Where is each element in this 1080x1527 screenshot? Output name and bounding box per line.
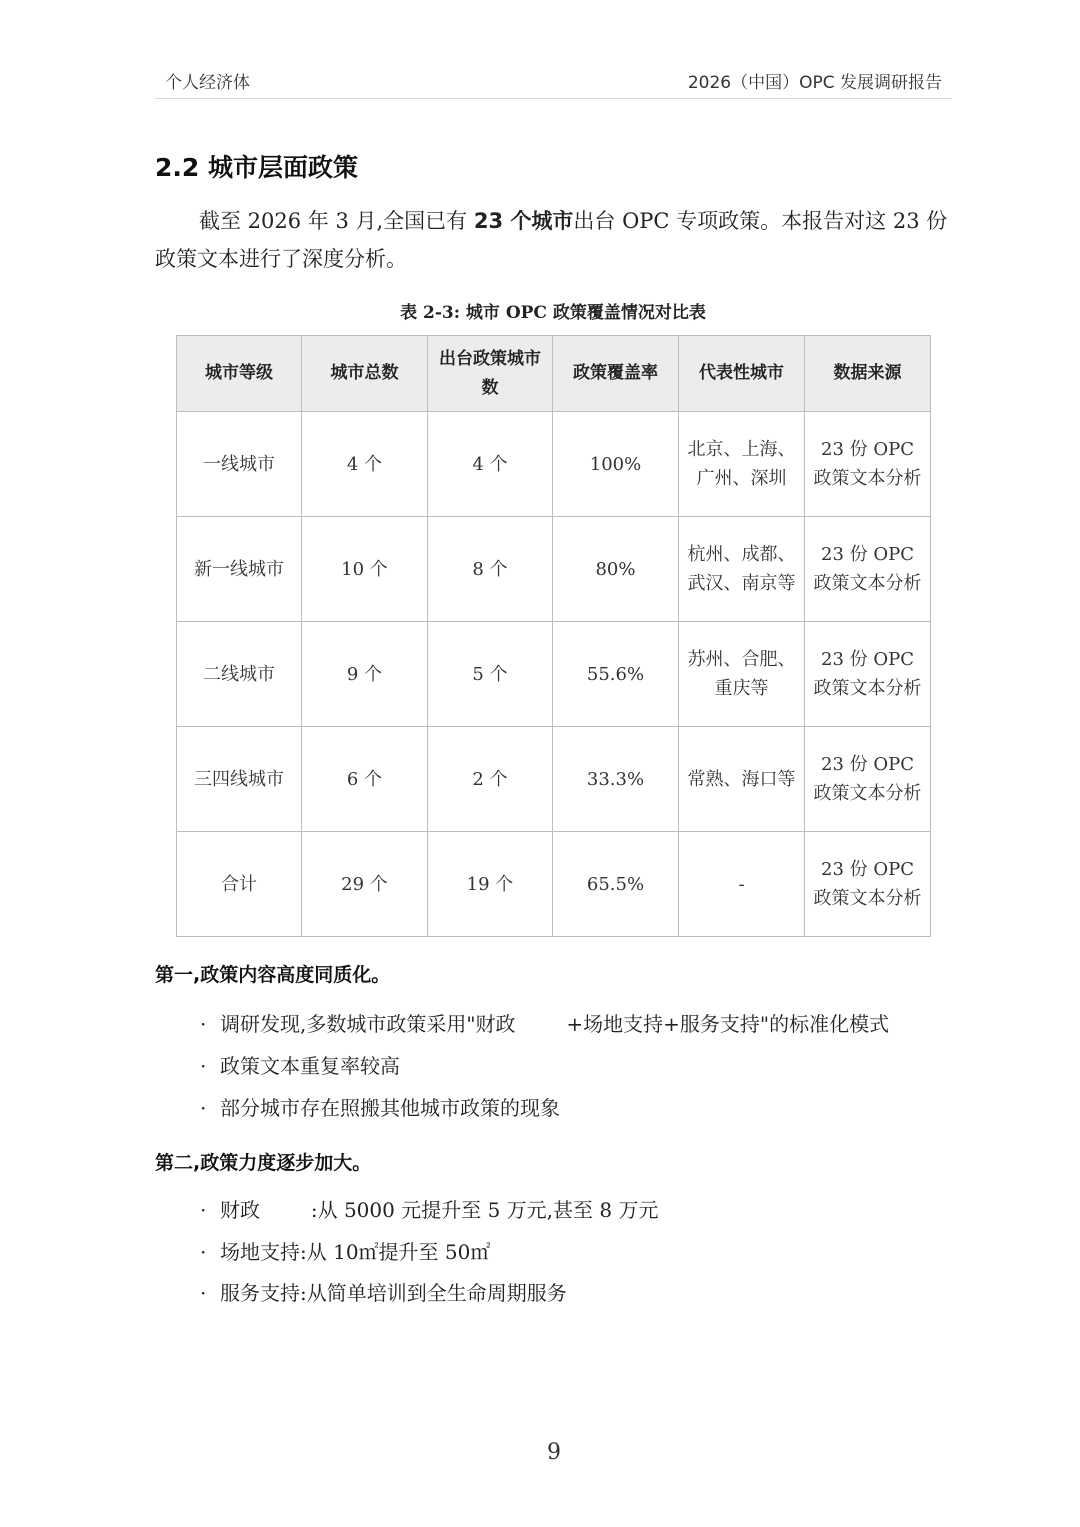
list-item <box>200 1277 567 1306</box>
table-cell: 19 个 <box>428 832 553 937</box>
header-right-title: 2026（中国）OPC 发展调研报告 <box>687 73 942 93</box>
list-item <box>200 1050 400 1079</box>
table-row <box>177 622 931 727</box>
table-cell: - <box>679 832 805 937</box>
header-left-title: 个人经济体 <box>165 73 250 93</box>
city-policy-table <box>176 335 931 937</box>
table-cell: 4 个 <box>302 412 428 517</box>
table-cell: 29 个 <box>302 832 428 937</box>
table-cell: 6 个 <box>302 727 428 832</box>
table-cell: 23 份 OPC 政策文本分析 <box>805 622 931 727</box>
list-item-text: 部分城市存在照搬其他城市政策的现象 <box>220 1096 560 1120</box>
table-cell: 常熟、海口等 <box>679 727 805 832</box>
table-row-total <box>177 832 931 937</box>
table-caption: 表 2-3: 城市 OPC 政策覆盖情况对比表 <box>400 303 706 323</box>
table-cell: 55.6% <box>553 622 679 727</box>
table-cell: 2 个 <box>428 727 553 832</box>
bullet-dot: · <box>200 1240 207 1264</box>
table-cell: 三四线城市 <box>177 727 302 832</box>
list-item-text: 调研发现,多数城市政策采用"财政 +场地支持+服务支持"的标准化模式 <box>220 1012 890 1036</box>
point2-heading: 第二,政策力度逐步加大。 <box>155 1152 372 1174</box>
bullet-dot: · <box>200 1012 207 1036</box>
table-cell: 23 份 OPC 政策文本分析 <box>805 517 931 622</box>
page-number: 9 <box>547 1440 561 1465</box>
table-cell: 4 个 <box>428 412 553 517</box>
intro-text-1: 截至 2026 年 3 月,全国已有 <box>199 209 474 233</box>
header-cell-city-total: 城市总数 <box>302 336 428 412</box>
table-cell: 9 个 <box>302 622 428 727</box>
list-item-text: 场地支持:从 10㎡提升至 50㎡ <box>220 1240 491 1264</box>
table-cell: 23 份 OPC 政策文本分析 <box>805 727 931 832</box>
table-cell: 二线城市 <box>177 622 302 727</box>
list-item-text: 服务支持:从简单培训到全生命周期服务 <box>220 1281 567 1305</box>
table-cell: 10 个 <box>302 517 428 622</box>
header-cell-data-source: 数据来源 <box>805 336 931 412</box>
table-cell: 5 个 <box>428 622 553 727</box>
table-cell: 新一线城市 <box>177 517 302 622</box>
bullet-dot: · <box>200 1281 207 1305</box>
table-cell: 33.3% <box>553 727 679 832</box>
table-cell: 100% <box>553 412 679 517</box>
intro-paragraph <box>155 202 955 278</box>
table-row <box>177 412 931 517</box>
table-cell: 23 份 OPC 政策文本分析 <box>805 412 931 517</box>
table-cell: 80% <box>553 517 679 622</box>
header-cell-coverage-rate: 政策覆盖率 <box>553 336 679 412</box>
table-cell: 8 个 <box>428 517 553 622</box>
bullet-dot: · <box>200 1198 207 1222</box>
table-cell: 苏州、合肥、重庆等 <box>679 622 805 727</box>
header-divider <box>155 98 952 99</box>
intro-text-2: 出台 OPC 专项政策。本报告对这 23 份政策文本进行了深度分析。 <box>155 209 948 271</box>
table-cell: 北京、上海、广州、深圳 <box>679 412 805 517</box>
table-cell: 杭州、成都、武汉、南京等 <box>679 517 805 622</box>
table-row <box>177 727 931 832</box>
list-item <box>200 1236 490 1265</box>
list-item <box>200 1194 658 1223</box>
table-cell: 65.5% <box>553 832 679 937</box>
bullet-dot: · <box>200 1096 207 1120</box>
header-cell-representative-cities: 代表性城市 <box>679 336 805 412</box>
table-cell: 一线城市 <box>177 412 302 517</box>
table-cell: 23 份 OPC 政策文本分析 <box>805 832 931 937</box>
header-cell-city-tier: 城市等级 <box>177 336 302 412</box>
list-item-text: 政策文本重复率较高 <box>220 1054 400 1078</box>
intro-bold-text: 23 个城市 <box>473 209 574 233</box>
section-title: 2.2 城市层面政策 <box>155 153 358 182</box>
table-row <box>177 517 931 622</box>
list-item <box>200 1008 889 1037</box>
point1-heading: 第一,政策内容高度同质化。 <box>155 964 391 986</box>
list-item-text: 财政 :从 5000 元提升至 5 万元,甚至 8 万元 <box>220 1198 659 1222</box>
header-cell-policy-cities: 出台政策城市数 <box>428 336 553 412</box>
table-header-row <box>177 336 931 412</box>
bullet-dot: · <box>200 1054 207 1078</box>
list-item <box>200 1092 560 1121</box>
table-cell: 合计 <box>177 832 302 937</box>
